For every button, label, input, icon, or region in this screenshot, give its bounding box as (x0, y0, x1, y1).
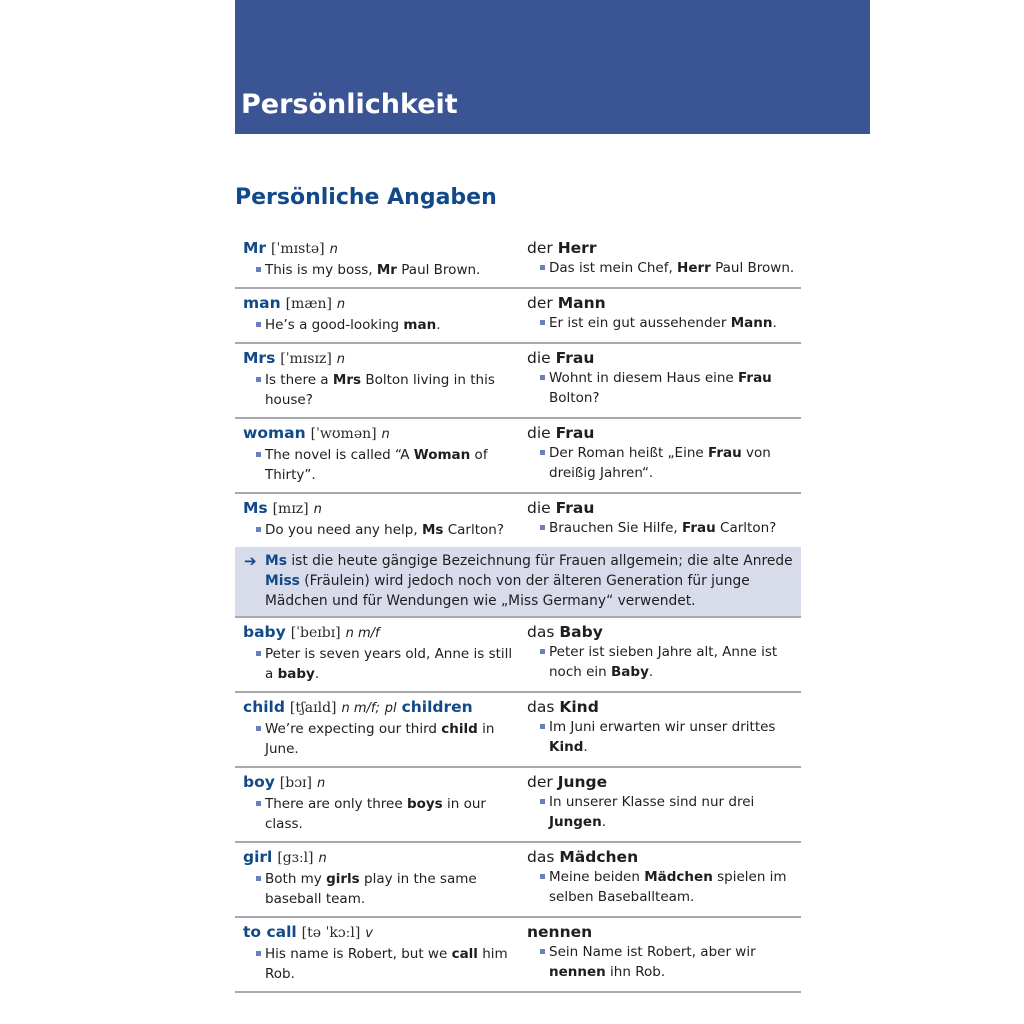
part-of-speech: n m/f (345, 626, 380, 641)
bullet-icon (540, 799, 545, 804)
phonetic: [tʃaɪld] (289, 700, 337, 716)
headword: girl (243, 848, 273, 866)
arrow-right-icon: ➔ (244, 552, 257, 570)
english-column (235, 693, 518, 766)
phonetic: [gɜːl] (277, 850, 314, 866)
note-text: ist die heute gängige Bezeichnung für Frauen allgemein; die alte Anrede (286, 553, 793, 569)
example-de: Meine beiden Mädchen spielen im selben Baseballteam. (527, 867, 801, 907)
headword: child (243, 698, 285, 716)
chapter-banner (235, 0, 870, 134)
entry-girl (235, 843, 801, 918)
entry-baby (235, 618, 801, 693)
part-of-speech: n (313, 502, 322, 517)
example-de: Wohnt in diesem Haus eine Frau Bolton? (527, 368, 801, 408)
phonetic: [ˈmɪstə] (271, 241, 325, 257)
german-column (518, 234, 801, 287)
german-word: Frau (555, 349, 595, 367)
note-term: Ms (265, 553, 287, 569)
entry-mr (235, 234, 801, 289)
bullet-icon (540, 724, 545, 729)
german-column (518, 419, 801, 492)
bullet-icon (256, 726, 261, 731)
english-column (235, 344, 518, 417)
headword: Ms (243, 499, 268, 517)
plural-label: pl (384, 701, 397, 716)
bullet-icon (256, 876, 261, 881)
german-column (518, 768, 801, 841)
german-column (518, 693, 801, 766)
article: die (527, 499, 551, 517)
phonetic: [ˈmɪsɪz] (280, 351, 332, 367)
bullet-icon (256, 951, 261, 956)
example-en: Is there a Mrs Bolton living in this house? (243, 370, 518, 410)
bullet-icon (540, 320, 545, 325)
section-title: Persönliche Angaben (235, 185, 497, 210)
bullet-icon (256, 801, 261, 806)
entry-child (235, 693, 801, 768)
article: der (527, 294, 553, 312)
vocabulary-table (235, 234, 801, 993)
example-en: There are only three boys in our class. (243, 794, 518, 834)
english-column (235, 918, 518, 991)
part-of-speech: n (381, 427, 390, 442)
example-en: The novel is called “A Woman of Thirty”. (243, 445, 518, 485)
bullet-icon (256, 452, 261, 457)
example-de: Peter ist sieben Jahre alt, Anne ist noch ein Baby. (527, 642, 801, 682)
article: der (527, 239, 553, 257)
german-word: Mädchen (559, 848, 639, 866)
bullet-icon (540, 874, 545, 879)
german-word: nennen (527, 923, 593, 941)
example-de: Brauchen Sie Hilfe, Frau Carlton? (527, 518, 801, 538)
entry-ms (235, 494, 801, 547)
note-text: (Fräulein) wird jedoch noch von der älteren Generation für junge Mädchen und für Wendungen wie „Miss Germany“ verwendet. (265, 573, 750, 609)
bullet-icon (256, 527, 261, 532)
phonetic: [tə ˈkɔːl] (301, 925, 361, 941)
headword: baby (243, 623, 286, 641)
bullet-icon (256, 651, 261, 656)
plural-form: children (401, 698, 473, 716)
english-column (235, 843, 518, 916)
example-de: In unserer Klasse sind nur drei Jungen. (527, 792, 801, 832)
entry-man (235, 289, 801, 344)
headword: woman (243, 424, 306, 442)
german-word: Baby (559, 623, 603, 641)
example-en: His name is Robert, but we call him Rob. (243, 944, 518, 984)
entry-mrs (235, 344, 801, 419)
german-word: Frau (555, 424, 595, 442)
german-column (518, 494, 801, 547)
entry-to-call (235, 918, 801, 993)
german-word: Frau (555, 499, 595, 517)
bullet-icon (540, 525, 545, 530)
german-word: Kind (559, 698, 599, 716)
english-column (235, 234, 518, 287)
english-column (235, 618, 518, 691)
german-column (518, 618, 801, 691)
entry-woman (235, 419, 801, 494)
example-en: This is my boss, Mr Paul Brown. (243, 260, 518, 280)
example-en: Both my girls play in the same baseball team. (243, 869, 518, 909)
phonetic: [bɔɪ] (279, 775, 313, 791)
part-of-speech: n (336, 352, 345, 367)
bullet-icon (540, 649, 545, 654)
part-of-speech: n m/f; (341, 701, 380, 716)
bullet-icon (256, 267, 261, 272)
entry-boy (235, 768, 801, 843)
german-column (518, 918, 801, 991)
german-word: Herr (557, 239, 597, 257)
example-de: Im Juni erwarten wir unser drittes Kind. (527, 717, 801, 757)
english-column (235, 289, 518, 342)
english-column (235, 494, 518, 547)
chapter-title: Persönlichkeit (241, 89, 458, 120)
example-en: Do you need any help, Ms Carlton? (243, 520, 518, 540)
bullet-icon (256, 377, 261, 382)
phonetic: [ˈbeɪbɪ] (290, 625, 341, 641)
headword: to call (243, 923, 297, 941)
headword: man (243, 294, 281, 312)
example-en: He’s a good-looking man. (243, 315, 518, 335)
article: das (527, 698, 555, 716)
bullet-icon (540, 450, 545, 455)
bullet-icon (540, 949, 545, 954)
part-of-speech: n (336, 297, 346, 312)
phonetic: [mɪz] (272, 501, 309, 517)
headword: Mrs (243, 349, 276, 367)
headword: Mr (243, 239, 267, 257)
headword: boy (243, 773, 275, 791)
bullet-icon (540, 375, 545, 380)
english-column (235, 768, 518, 841)
german-column (518, 344, 801, 417)
article: der (527, 773, 553, 791)
article: das (527, 623, 555, 641)
example-en: We’re expecting our third child in June. (243, 719, 518, 759)
bullet-icon (256, 322, 261, 327)
german-column (518, 289, 801, 342)
example-de: Er ist ein gut aussehender Mann. (527, 313, 801, 333)
part-of-speech: n (316, 776, 326, 791)
example-de: Der Roman heißt „Eine Frau von dreißig Jahren“. (527, 443, 801, 483)
article: die (527, 349, 551, 367)
example-en: Peter is seven years old, Anne is still a baby. (243, 644, 518, 684)
article: die (527, 424, 551, 442)
german-column (518, 843, 801, 916)
german-word: Mann (557, 294, 606, 312)
article: das (527, 848, 555, 866)
english-column (235, 419, 518, 492)
part-of-speech: n (318, 851, 327, 866)
part-of-speech: n (329, 242, 338, 257)
phonetic: [mæn] (285, 296, 332, 312)
example-de: Das ist mein Chef, Herr Paul Brown. (527, 258, 801, 278)
bullet-icon (540, 265, 545, 270)
note-term: Miss (265, 573, 300, 589)
german-word: Junge (557, 773, 608, 791)
part-of-speech: v (365, 926, 373, 941)
phonetic: [ˈwʊmən] (310, 426, 377, 442)
usage-note (235, 547, 801, 618)
example-de: Sein Name ist Robert, aber wir nennen ihn Rob. (527, 942, 801, 982)
